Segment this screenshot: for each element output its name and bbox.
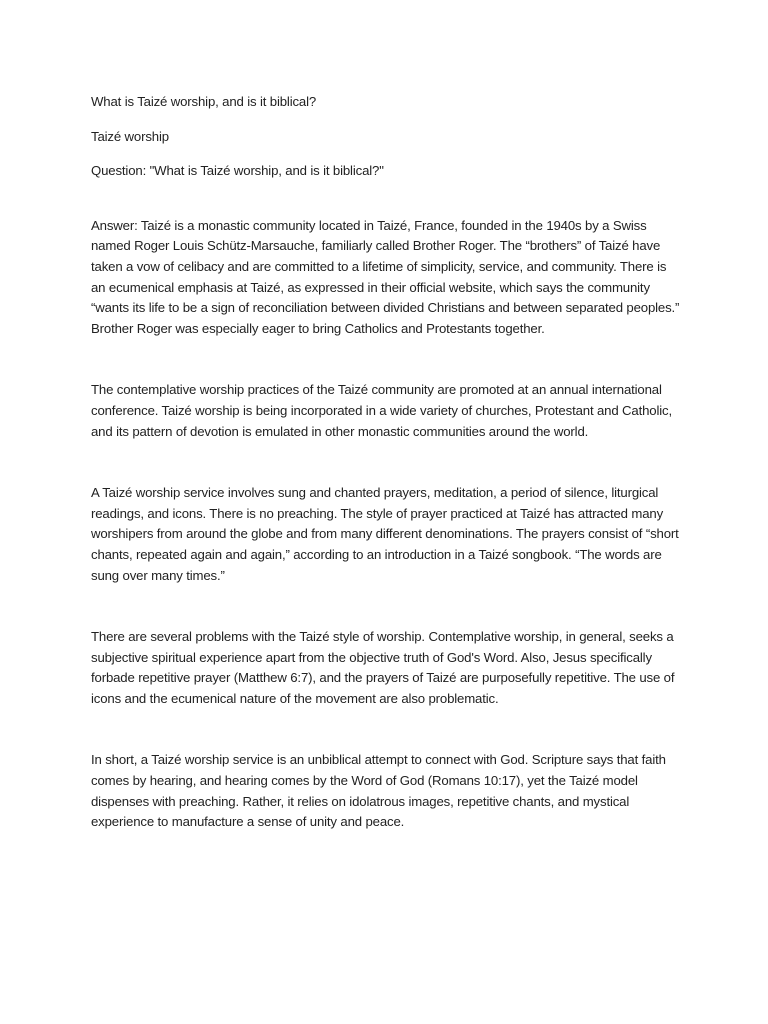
question-line: Question: "What is Taizé worship, and is it biblical?" <box>91 163 384 179</box>
document-title: What is Taizé worship, and is it biblical? <box>91 94 317 109</box>
paragraph-answer: Answer: Taizé is a monastic community located in Taizé, France, founded in the 1940s by a Swiss named Roger Louis Schütz-Marsauche, familiarly called Brother Roger. The “brothers” of Taizé have taken a vow of celibacy and are committed to a lifetime of simplicity, service, and community. There is an ecumenical emphasis at Taizé, as expressed in their official website, which says the community “wants its life to be a sign of reconciliation between divided Christians and between separated peoples.” Brother Roger was especially eager to bring Catholics and Protestants together. <box>91 217 680 336</box>
paragraph-conclusion: In short, a Taizé worship service is an unbiblical attempt to connect with God. Scripture says that faith comes by hearing, and hearing comes by the Word of God (Romans 10:17), yet the Taizé model dispenses with preaching. Rather, it relies on idolatrous images, repetitive chants, and mystical experience to manufacture a sense of unity and peace. <box>91 752 666 830</box>
paragraph-practices: The contemplative worship practices of the Taizé community are promoted at an annual international conference. Taizé worship is being incorporated in a wide variety of churches, Protestant and Catholic, and its pattern of devotion is emulated in other monastic communities around the world. <box>91 382 673 439</box>
document-subtitle: Taizé worship <box>91 128 169 144</box>
document-page <box>91 92 681 874</box>
paragraph-service: A Taizé worship service involves sung and chanted prayers, meditation, a period of silence, liturgical readings, and icons. There is no preaching. The style of prayer practiced at Taizé has attracted many worshipers from around the globe and from many different denominations. The prayers consist of “short chants, repeated again and again,” according to an introduction in a Taizé songbook. “The words are sung over many times.” <box>91 485 679 583</box>
paragraph-problems: There are several problems with the Taizé style of worship. Contemplative worship, in general, seeks a subjective spiritual experience apart from the objective truth of God's Word. Also, Jesus specifically forbade repetitive prayer (Matthew 6:7), and the prayers of Taizé are purposefully repetitive. The use of icons and the ecumenical nature of the movement are also problematic. <box>91 629 675 706</box>
